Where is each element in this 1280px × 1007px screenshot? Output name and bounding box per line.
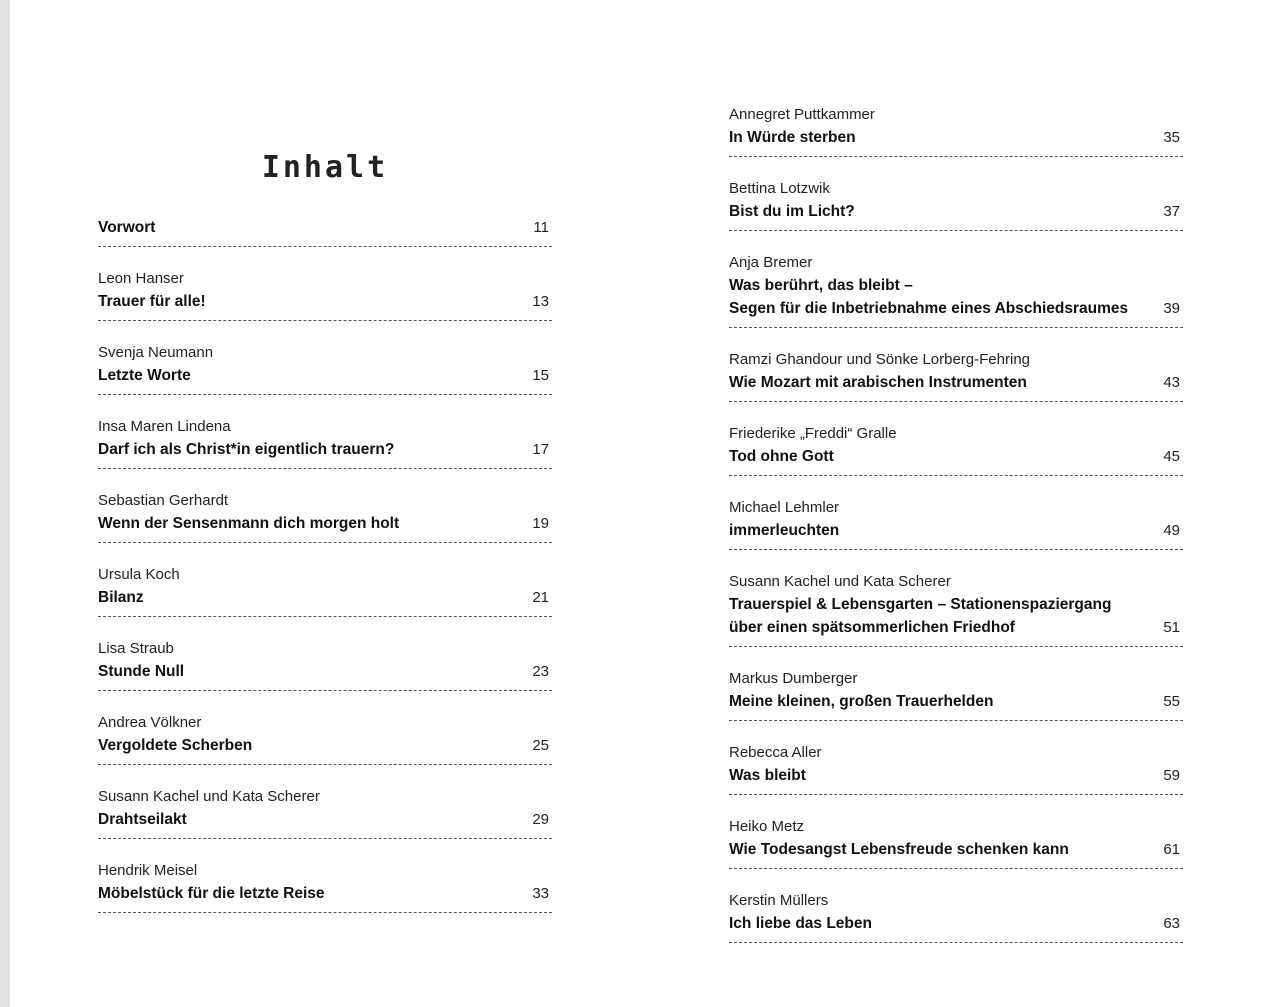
toc-entry-titles — [98, 290, 206, 313]
toc-entry-row — [729, 200, 1180, 223]
toc-entry-titles — [729, 593, 1111, 639]
toc-entry-page-number: 43 — [1163, 374, 1180, 391]
toc-entry-titles — [98, 586, 144, 609]
toc-entry[interactable] — [729, 342, 1183, 402]
toc-entry-row — [729, 764, 1180, 787]
toc-entry-title: Vorwort — [98, 219, 156, 236]
toc-entry-titles — [729, 519, 839, 542]
toc-entry-author: Heiko Metz — [729, 818, 805, 835]
toc-entry-author: Ursula Koch — [98, 566, 180, 583]
toc-entry-page-number: 49 — [1163, 522, 1180, 539]
toc-entry-author: Sebastian Gerhardt — [98, 492, 229, 509]
toc-entry-row — [729, 519, 1180, 542]
toc-entry-titles — [98, 808, 187, 831]
toc-entry-author: Bettina Lotzwik — [729, 180, 830, 197]
toc-entry-titles — [98, 216, 155, 239]
toc-entry-page-number: 29 — [532, 811, 549, 828]
toc-entry[interactable] — [98, 557, 552, 617]
toc-entry-row — [98, 364, 549, 387]
toc-entry-page-number: 17 — [532, 441, 549, 458]
toc-entry-author: Markus Dumberger — [729, 670, 858, 687]
toc-entry-title-continued: Segen für die Inbetriebnahme eines Abschiedsraumes — [729, 300, 1129, 317]
toc-entry-row — [729, 126, 1180, 149]
toc-entry-page-number: 21 — [532, 589, 549, 606]
toc-entry-author: Hendrik Meisel — [98, 862, 198, 879]
toc-entry-author: Susann Kachel und Kata Scherer — [98, 788, 320, 805]
toc-entry-author: Leon Hanser — [98, 270, 184, 287]
toc-entry-page-number: 25 — [532, 737, 549, 754]
toc-entry-row — [729, 593, 1180, 639]
toc-entry-title: In Würde sterben — [729, 129, 856, 146]
toc-entry-title: Wenn der Sensenmann dich morgen holt — [98, 515, 400, 532]
toc-entry-author: Ramzi Ghandour und Sönke Lorberg-Fehring — [729, 351, 1031, 368]
toc-entry-titles — [729, 126, 856, 149]
toc-entry[interactable] — [729, 735, 1183, 795]
toc-entry-page-number: 45 — [1163, 448, 1180, 465]
toc-entry[interactable] — [98, 210, 552, 247]
toc-entry-row — [729, 838, 1180, 861]
toc-entry-page-number: 19 — [532, 515, 549, 532]
toc-entry-row — [98, 660, 549, 683]
toc-entry-page-number: 61 — [1163, 841, 1180, 858]
toc-entry[interactable] — [729, 809, 1183, 869]
toc-entry-author: Anja Bremer — [729, 254, 813, 271]
toc-entry-title: Trauerspiel & Lebensgarten – Stationenspaziergang — [729, 596, 1112, 613]
toc-entry-row — [729, 690, 1180, 713]
toc-entry-row — [729, 912, 1180, 935]
toc-entry-row — [729, 371, 1180, 394]
toc-entry[interactable] — [729, 416, 1183, 476]
toc-entry[interactable] — [729, 883, 1183, 943]
toc-entry-titles — [729, 690, 993, 713]
toc-entry[interactable] — [98, 335, 552, 395]
toc-entry-title: Letzte Worte — [98, 367, 191, 384]
toc-entry-row — [98, 586, 549, 609]
toc-entry-titles — [98, 882, 325, 905]
toc-entry-author: Rebecca Aller — [729, 744, 822, 761]
toc-entry[interactable] — [98, 853, 552, 913]
toc-entry-titles — [729, 274, 1128, 320]
toc-entry-page-number: 35 — [1163, 129, 1180, 146]
toc-entry-titles — [98, 364, 191, 387]
toc-entry-titles — [729, 764, 806, 787]
toc-entry[interactable] — [98, 409, 552, 469]
toc-right-column — [729, 97, 1183, 957]
toc-entry-title: immerleuchten — [729, 522, 840, 539]
toc-entry-title: Was berührt, das bleibt – — [729, 277, 913, 294]
toc-entry-page-number: 59 — [1163, 767, 1180, 784]
toc-entry[interactable] — [98, 631, 552, 691]
toc-entry-title: Stunde Null — [98, 663, 185, 680]
toc-entry[interactable] — [729, 564, 1183, 647]
toc-entry-title: Tod ohne Gott — [729, 448, 834, 465]
toc-entry-title: Darf ich als Christ*in eigentlich trauern? — [98, 441, 395, 458]
toc-entry-title: Was bleibt — [729, 767, 806, 784]
toc-entry-author: Michael Lehmler — [729, 499, 840, 516]
toc-entry-page-number: 63 — [1163, 915, 1180, 932]
toc-entry[interactable] — [98, 779, 552, 839]
toc-entry-titles — [729, 838, 1069, 861]
toc-entry[interactable] — [729, 661, 1183, 721]
toc-entry-page-number: 33 — [532, 885, 549, 902]
toc-entry-author: Svenja Neumann — [98, 344, 214, 361]
toc-entry-author: Andrea Völkner — [98, 714, 202, 731]
toc-entry-row — [98, 882, 549, 905]
toc-entry[interactable] — [729, 97, 1183, 157]
toc-entry[interactable] — [98, 261, 552, 321]
toc-entry-title: Bilanz — [98, 589, 144, 606]
toc-entry[interactable] — [98, 705, 552, 765]
toc-entry[interactable] — [729, 245, 1183, 328]
toc-entry-author: Friederike „Freddi“ Gralle — [729, 425, 897, 442]
toc-entry-titles — [98, 512, 399, 535]
toc-entry-author: Insa Maren Lindena — [98, 418, 231, 435]
toc-entry[interactable] — [98, 483, 552, 543]
toc-entry-title: Ich liebe das Leben — [729, 915, 872, 932]
toc-entry-author: Lisa Straub — [98, 640, 174, 657]
toc-entry-titles — [729, 445, 834, 468]
toc-entry-row — [98, 734, 549, 757]
toc-entry-row — [98, 808, 549, 831]
toc-entry-row — [729, 274, 1180, 320]
toc-entry-title: Drahtseilakt — [98, 811, 187, 828]
toc-entry-titles — [729, 912, 872, 935]
toc-entry-author: Susann Kachel und Kata Scherer — [729, 573, 951, 590]
toc-entry[interactable] — [729, 490, 1183, 550]
toc-left-column — [98, 210, 552, 927]
toc-entry-row — [98, 512, 549, 535]
toc-entry-page-number: 23 — [532, 663, 549, 680]
toc-entry-title: Vergoldete Scherben — [98, 737, 253, 754]
toc-entry[interactable] — [729, 171, 1183, 231]
toc-entry-titles — [98, 660, 184, 683]
toc-entry-author: Kerstin Müllers — [729, 892, 829, 909]
toc-entry-row — [98, 290, 549, 313]
toc-entry-titles — [729, 200, 855, 223]
toc-entry-page-number: 13 — [532, 293, 549, 310]
toc-entry-row — [729, 445, 1180, 468]
toc-entry-titles — [98, 734, 252, 757]
page-title: Inhalt — [261, 150, 389, 185]
toc-entry-row — [98, 438, 549, 461]
toc-entry-page-number: 11 — [533, 219, 549, 236]
toc-entry-page-number: 55 — [1163, 693, 1180, 710]
toc-entry-author: Annegret Puttkammer — [729, 106, 875, 123]
toc-entry-page-number: 15 — [532, 367, 549, 384]
toc-entry-title: Möbelstück für die letzte Reise — [98, 885, 325, 902]
toc-entry-row — [98, 216, 549, 239]
toc-entry-title: Wie Mozart mit arabischen Instrumenten — [729, 374, 1027, 391]
toc-entry-page-number: 51 — [1163, 619, 1180, 636]
toc-entry-page-number: 39 — [1163, 300, 1180, 317]
toc-entry-title: Bist du im Licht? — [729, 203, 855, 220]
toc-entry-title: Meine kleinen, großen Trauerhelden — [729, 693, 994, 710]
toc-entry-title-continued: über einen spätsommerlichen Friedhof — [729, 619, 1015, 636]
toc-entry-titles — [98, 438, 394, 461]
toc-entry-title: Wie Todesangst Lebensfreude schenken kann — [729, 841, 1069, 858]
toc-entry-title: Trauer für alle! — [98, 293, 206, 310]
toc-entry-page-number: 37 — [1163, 203, 1180, 220]
page-edge-shadow — [0, 0, 10, 1007]
toc-entry-titles — [729, 371, 1027, 394]
